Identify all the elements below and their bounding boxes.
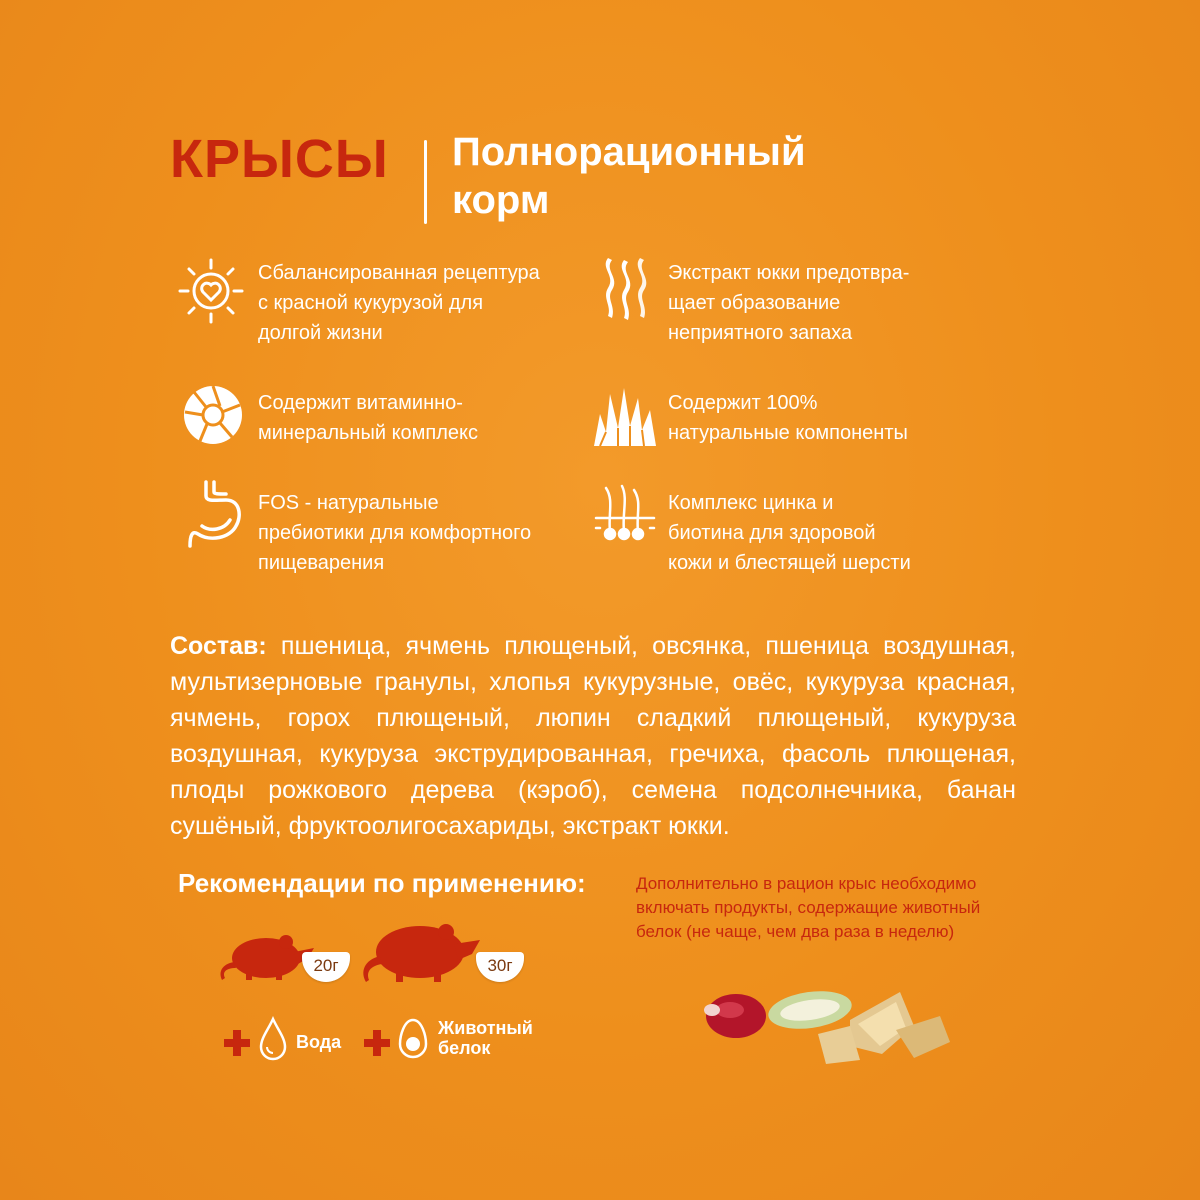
feature-line: пищеварения	[258, 552, 385, 574]
protein-label-line-1: Животный	[438, 1018, 533, 1038]
egg-icon	[398, 1018, 428, 1065]
water-label: Вода	[296, 1032, 342, 1052]
aperture-icon	[180, 382, 250, 452]
grass-icon	[590, 384, 660, 454]
water-drop-icon	[258, 1016, 288, 1067]
note-line: включать продукты, содержащие животный	[636, 898, 981, 917]
composition-ingredients: пшеница, ячмень плющеный, овсянка, пшеница воздушная, мультизерновые гранулы, хлопья кукурузные, овёс, кукуруза красная, ячмень, горох плющеный, люпин сладкий плющеный, кукуруза воздушная, кукуруза экструдированная, гречиха, фасоль плющеная, плоды рожкового дерева (кэроб), семена подсолнечника, банан сушёный, фруктоолигосахариды, экстракт юкки.	[170, 632, 1016, 840]
large-rat-portion: 30г	[476, 952, 524, 982]
protein-label-line-2: белок	[438, 1038, 491, 1058]
small-rat-icon	[216, 922, 316, 987]
feature-line: Экстракт юкки предотвра-	[668, 262, 910, 284]
protein-label	[438, 1018, 533, 1058]
subtitle-line-2: корм	[452, 178, 550, 222]
feature-text-yucca	[668, 258, 958, 348]
feature-line: неприятного запаха	[668, 322, 853, 344]
plus-icon	[364, 1030, 390, 1056]
protein-note	[636, 872, 1016, 944]
feature-text-zinc	[668, 488, 958, 578]
small-rat-portion: 20г	[302, 952, 350, 982]
recommendations-title: Рекомендации по применению:	[178, 868, 586, 898]
note-line: Дополнительно в рацион крыс необходимо	[636, 874, 977, 893]
heart-sun-icon	[176, 256, 246, 326]
feature-line: Комплекс цинка и	[668, 492, 834, 514]
large-rat-icon	[358, 910, 482, 989]
feature-text-fos	[258, 488, 548, 578]
title-divider	[424, 140, 427, 224]
feature-line: минеральный комплекс	[258, 422, 479, 444]
subtitle-line-1: Полнорационный	[452, 130, 806, 174]
feature-line: с красной кукурузой для	[258, 292, 484, 314]
composition-text	[170, 628, 1016, 844]
feature-line: щает образование	[668, 292, 841, 314]
feature-line: биотина для здоровой	[668, 522, 876, 544]
feature-line: долгой жизни	[258, 322, 383, 344]
note-line: белок (не чаще, чем два раза в неделю)	[636, 922, 955, 941]
plus-icon	[224, 1030, 250, 1056]
feature-text-recipe	[258, 258, 548, 348]
page-title: КРЫСЫ	[170, 129, 389, 189]
feature-line: FOS - натуральные	[258, 492, 439, 514]
composition-label: Состав:	[170, 632, 267, 660]
protein-food-image	[700, 980, 960, 1075]
feature-line: Содержит 100%	[668, 392, 818, 414]
vapor-waves-icon	[590, 256, 660, 326]
feature-line: натуральные компоненты	[668, 422, 908, 444]
feature-text-natural	[668, 388, 958, 448]
feature-line: кожи и блестящей шерсти	[668, 552, 911, 574]
hair-follicle-icon	[592, 484, 662, 554]
feature-line: пребиотики для комфортного	[258, 522, 532, 544]
feature-line: Сбалансированная рецептура	[258, 262, 540, 284]
feature-line: Содержит витаминно-	[258, 392, 463, 414]
page-subtitle	[452, 128, 806, 224]
feature-text-vitamins	[258, 388, 548, 448]
stomach-icon	[184, 480, 254, 550]
